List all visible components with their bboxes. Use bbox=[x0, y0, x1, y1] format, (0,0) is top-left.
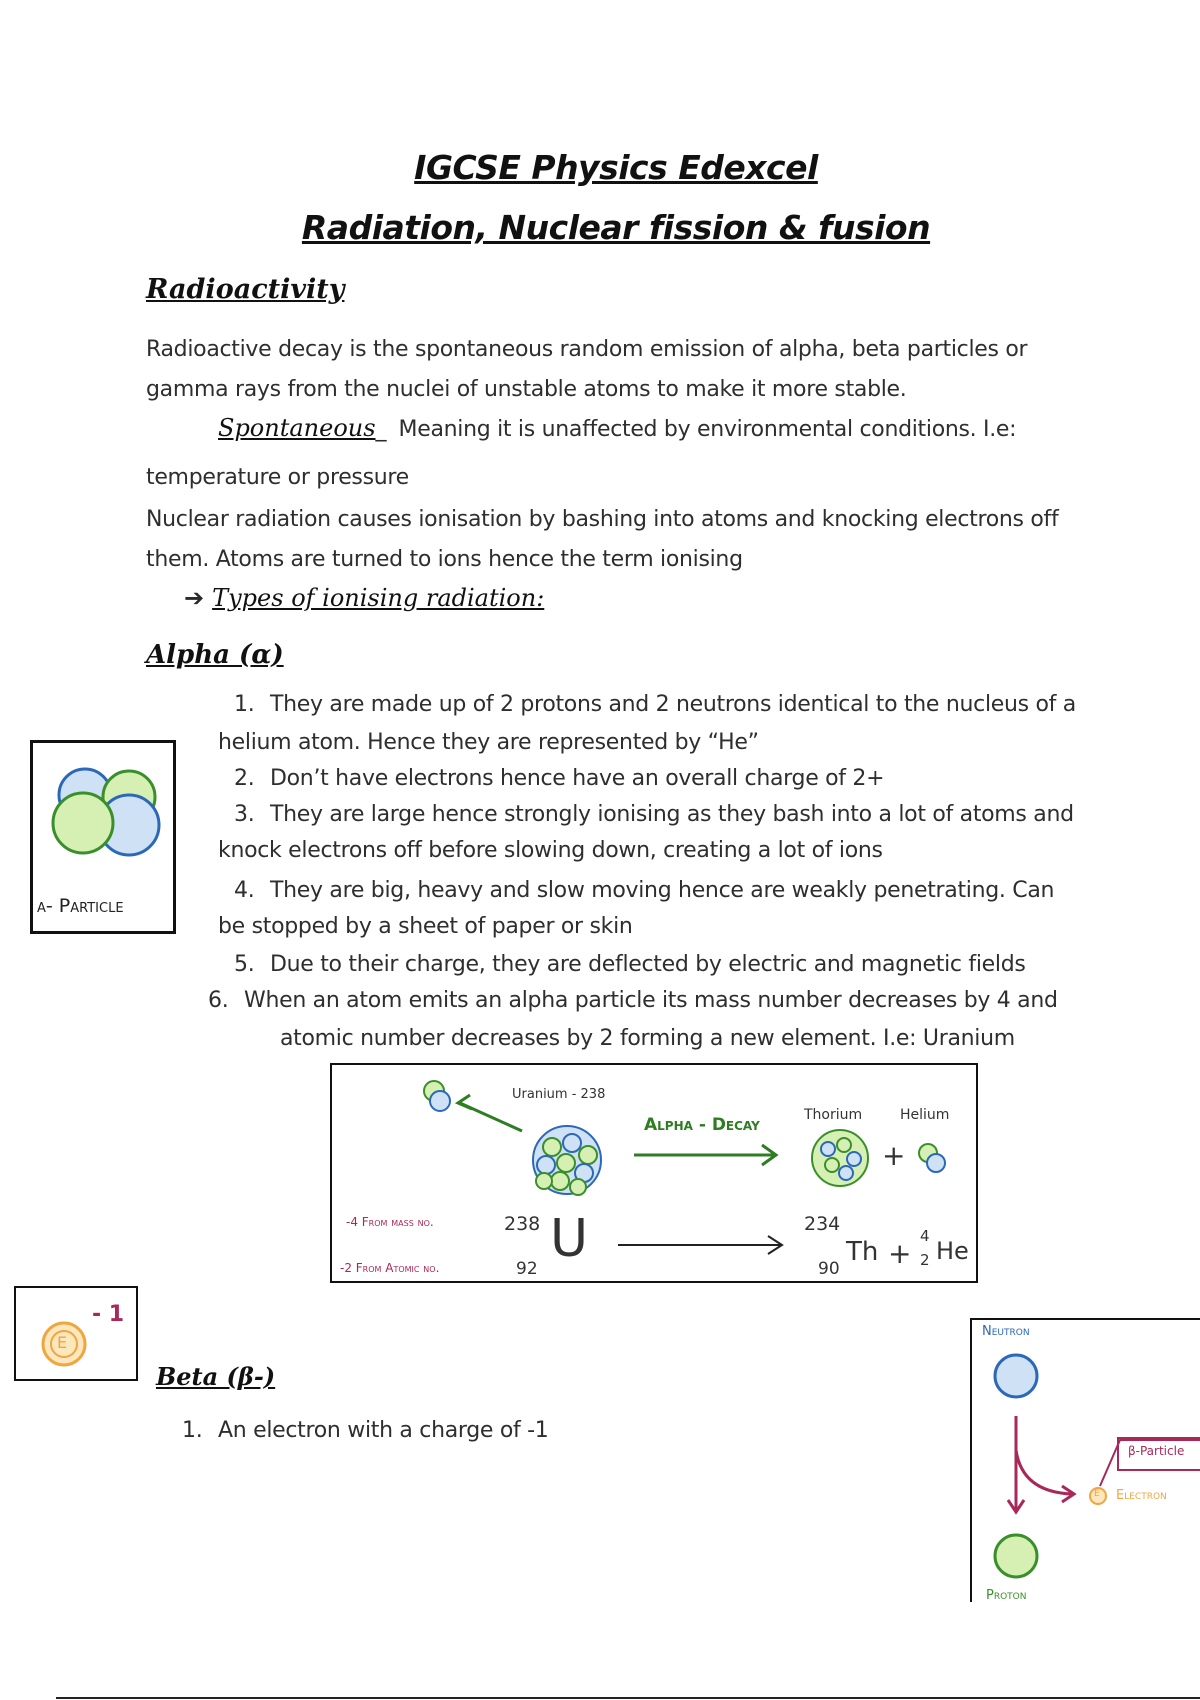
thorium-nucleus-icon bbox=[812, 1130, 868, 1186]
spontaneous-text: Meaning it is unaffected by environmental conditions. I.e: bbox=[398, 417, 1017, 442]
definition-line-1: Radioactive decay is the spontaneous random emission of alpha, beta particles or bbox=[146, 337, 1028, 362]
alpha-point-1-line-2: helium atom. Hence they are represented by “He” bbox=[218, 730, 759, 755]
helium-mass-number: 4 bbox=[920, 1227, 930, 1245]
definition-line-2: gamma rays from the nuclei of unstable atoms to make it more stable. bbox=[146, 377, 907, 402]
thorium-mass-number: 234 bbox=[804, 1213, 841, 1235]
thorium-symbol: Th bbox=[846, 1237, 879, 1267]
mini-electron-symbol: E bbox=[1094, 1489, 1100, 1499]
types-heading: Types of ionising radiation: bbox=[212, 584, 545, 612]
alpha-decay-diagram bbox=[330, 1063, 978, 1283]
spontaneous-cont: temperature or pressure bbox=[146, 465, 409, 490]
emission-arrow-head bbox=[458, 1095, 472, 1109]
electron-symbol: E bbox=[57, 1333, 68, 1352]
thorium-atomic-number: 90 bbox=[818, 1259, 840, 1279]
plus-sign: + bbox=[882, 1139, 906, 1172]
helium-nucleus-icon bbox=[919, 1144, 945, 1172]
electron-label: Electron bbox=[1116, 1488, 1167, 1503]
alpha-heading: Alpha (α) bbox=[146, 640, 284, 670]
beta-heading: Beta (β-) bbox=[156, 1362, 276, 1391]
spontaneous-dash: _ bbox=[375, 417, 387, 442]
helium-symbol: He bbox=[936, 1237, 969, 1265]
title-line-1: IGCSE Physics Edexcel bbox=[414, 148, 818, 187]
alpha-point-5: 5. Due to their charge, they are deflected by electric and magnetic fields bbox=[234, 952, 1026, 977]
uranium-symbol: U bbox=[550, 1209, 589, 1269]
alpha-point-4-line-2: be stopped by a sheet of paper or skin bbox=[218, 914, 633, 939]
neutron-label: Neutron bbox=[982, 1324, 1030, 1339]
uranium-atomic-number: 92 bbox=[516, 1259, 538, 1279]
types-line bbox=[184, 584, 544, 612]
alpha-point-6-line-1: 6. When an atom emits an alpha particle its mass number decreases by 4 and bbox=[208, 988, 1058, 1013]
atomic-number-note: -2 From Atomic no. bbox=[340, 1261, 440, 1275]
alpha-particle-box bbox=[30, 740, 176, 934]
alpha-point-6-line-2: atomic number decreases by 2 forming a new element. I.e: Uranium bbox=[280, 1026, 1015, 1051]
ionisation-line-2: them. Atoms are turned to ions hence the term ionising bbox=[146, 547, 743, 572]
ionisation-line-1: Nuclear radiation causes ionisation by bashing into atoms and knocking electrons off bbox=[146, 507, 1059, 532]
electron-box bbox=[14, 1286, 138, 1381]
electron-charge: - 1 bbox=[92, 1302, 125, 1327]
alpha-particle-label: α- Particle bbox=[37, 895, 124, 917]
beta-point-1: 1. An electron with a charge of -1 bbox=[182, 1418, 549, 1443]
alpha-point-2: 2. Don’t have electrons hence have an overall charge of 2+ bbox=[234, 766, 885, 791]
beta-particle-label: β-Particle bbox=[1128, 1444, 1185, 1458]
equation-plus-sign: + bbox=[888, 1237, 912, 1270]
alpha-decay-label: Alpha - Decay bbox=[644, 1115, 760, 1135]
mass-number-note: -4 From mass no. bbox=[346, 1215, 434, 1229]
alpha-point-3-line-1: 3. They are large hence strongly ionising as they bash into a lot of atoms and bbox=[234, 802, 1074, 827]
uranium-nucleus-icon bbox=[533, 1126, 601, 1195]
alpha-point-3-line-2: knock electrons off before slowing down, creating a lot of ions bbox=[218, 838, 883, 863]
uranium-label: Uranium - 238 bbox=[512, 1087, 606, 1102]
beta-decay-diagram bbox=[970, 1318, 1200, 1602]
proton-label: Proton bbox=[986, 1588, 1027, 1602]
alpha-particle-icon bbox=[33, 743, 173, 863]
helium-atomic-number: 2 bbox=[920, 1251, 930, 1269]
alpha-point-1-line-1: 1. They are made up of 2 protons and 2 neutrons identical to the nucleus of a bbox=[234, 692, 1076, 717]
bottom-rule bbox=[56, 1697, 1200, 1699]
spontaneous-term: Spontaneous bbox=[218, 414, 376, 442]
thorium-label: Thorium bbox=[804, 1107, 863, 1123]
neutron-icon bbox=[995, 1355, 1037, 1397]
emitted-alpha-icon bbox=[424, 1081, 450, 1111]
radioactivity-heading: Radioactivity bbox=[146, 274, 345, 305]
alpha-point-4-line-1: 4. They are big, heavy and slow moving hence are weakly penetrating. Can bbox=[234, 878, 1055, 903]
helium-label: Helium bbox=[900, 1107, 950, 1123]
proton-icon bbox=[995, 1535, 1037, 1577]
spontaneous-line bbox=[218, 414, 1016, 442]
title-line-2: Radiation, Nuclear fission & fusion bbox=[301, 208, 931, 247]
uranium-mass-number: 238 bbox=[504, 1213, 541, 1235]
arrow-right-icon: ➔ bbox=[184, 584, 205, 612]
